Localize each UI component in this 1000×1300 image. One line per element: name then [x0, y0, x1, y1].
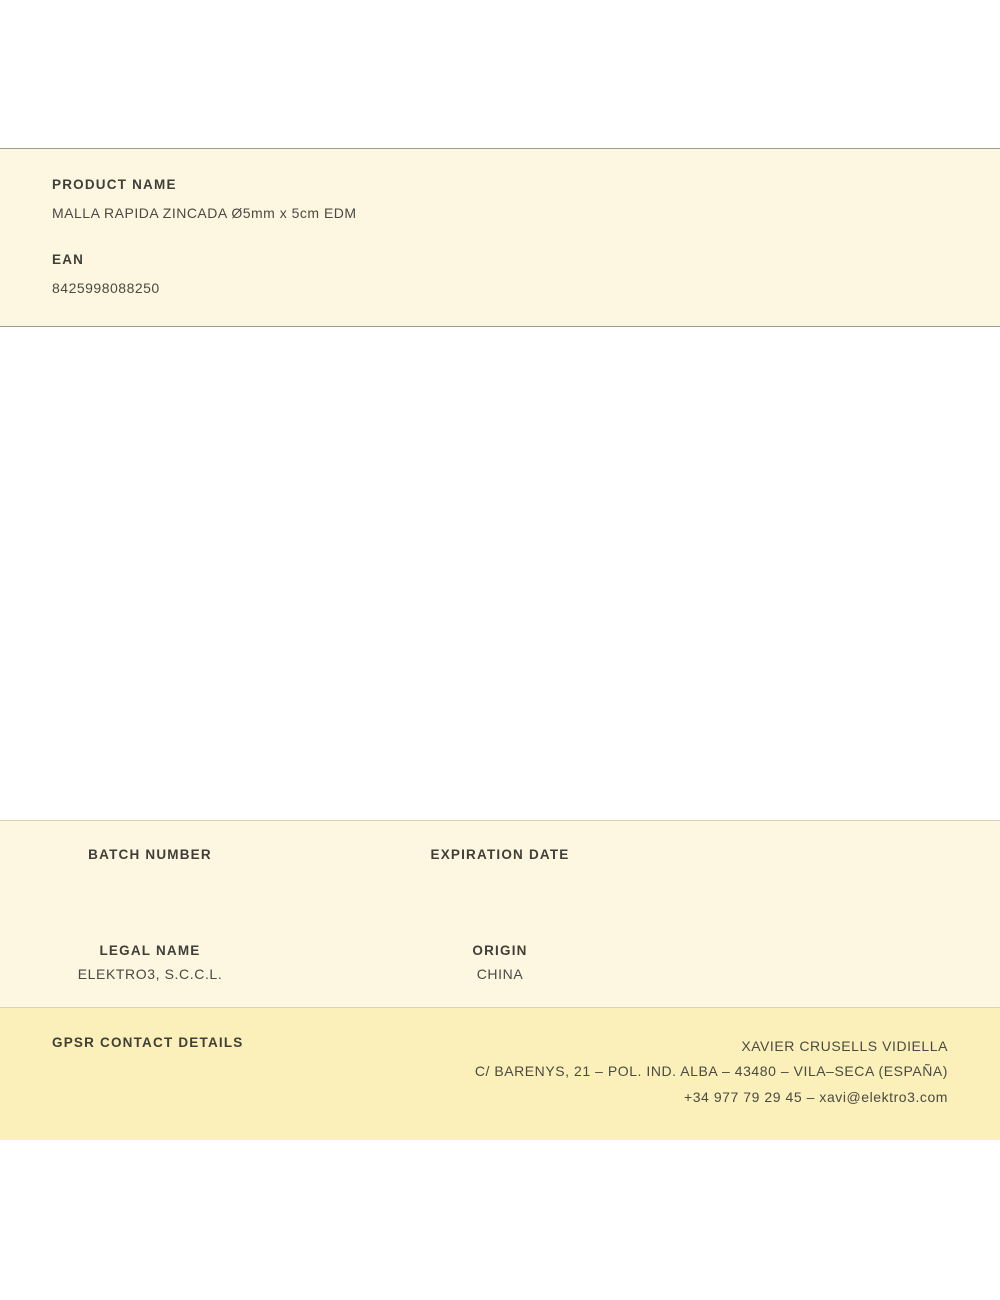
batch-number-value: [10, 870, 290, 887]
gpsr-contact-phone-email: +34 977 79 29 45 – xavi@elektro3.com: [684, 1088, 948, 1105]
top-spacer: [0, 0, 1000, 148]
gpsr-contact-section: [0, 1008, 1000, 1140]
gpsr-contact-name: XAVIER CRUSELLS VIDIELLA: [741, 1037, 948, 1054]
expiration-date-field: [300, 847, 700, 887]
product-name-value: MALLA RAPIDA ZINCADA Ø5mm x 5cm EDM: [52, 205, 357, 221]
blank-content-area: [0, 327, 1000, 820]
legal-name-field: [0, 943, 300, 983]
field-spacer: [52, 221, 948, 252]
row-spacer: [700, 847, 1000, 887]
gpsr-contact-label: GPSR CONTACT DETAILS: [52, 1034, 244, 1050]
row-spacer: [700, 943, 1000, 983]
origin-label: ORIGIN: [472, 942, 528, 958]
origin-field: [300, 943, 700, 983]
expiration-date-label: EXPIRATION DATE: [430, 846, 570, 862]
batch-number-label: BATCH NUMBER: [88, 846, 212, 862]
legal-row: [0, 943, 1000, 983]
batch-number-field: [0, 847, 300, 887]
gpsr-contact-details: [475, 1034, 948, 1110]
origin-value: CHINA: [476, 965, 524, 982]
gpsr-contact-address: C/ BARENYS, 21 – POL. IND. ALBA – 43480 – VILA–SECA (ESPAÑA): [474, 1063, 948, 1080]
batch-row: [0, 847, 1000, 887]
ean-value: 8425998088250: [52, 280, 160, 296]
bottom-spacer: [0, 1140, 1000, 1300]
product-name-label: PRODUCT NAME: [52, 177, 177, 192]
legal-name-label: LEGAL NAME: [99, 942, 201, 958]
product-info-section: [0, 148, 1000, 327]
ean-label: EAN: [52, 252, 85, 267]
expiration-date-value: [310, 870, 690, 887]
batch-legal-section: [0, 820, 1000, 1008]
legal-name-value: ELEKTRO3, S.C.C.L.: [77, 965, 223, 982]
